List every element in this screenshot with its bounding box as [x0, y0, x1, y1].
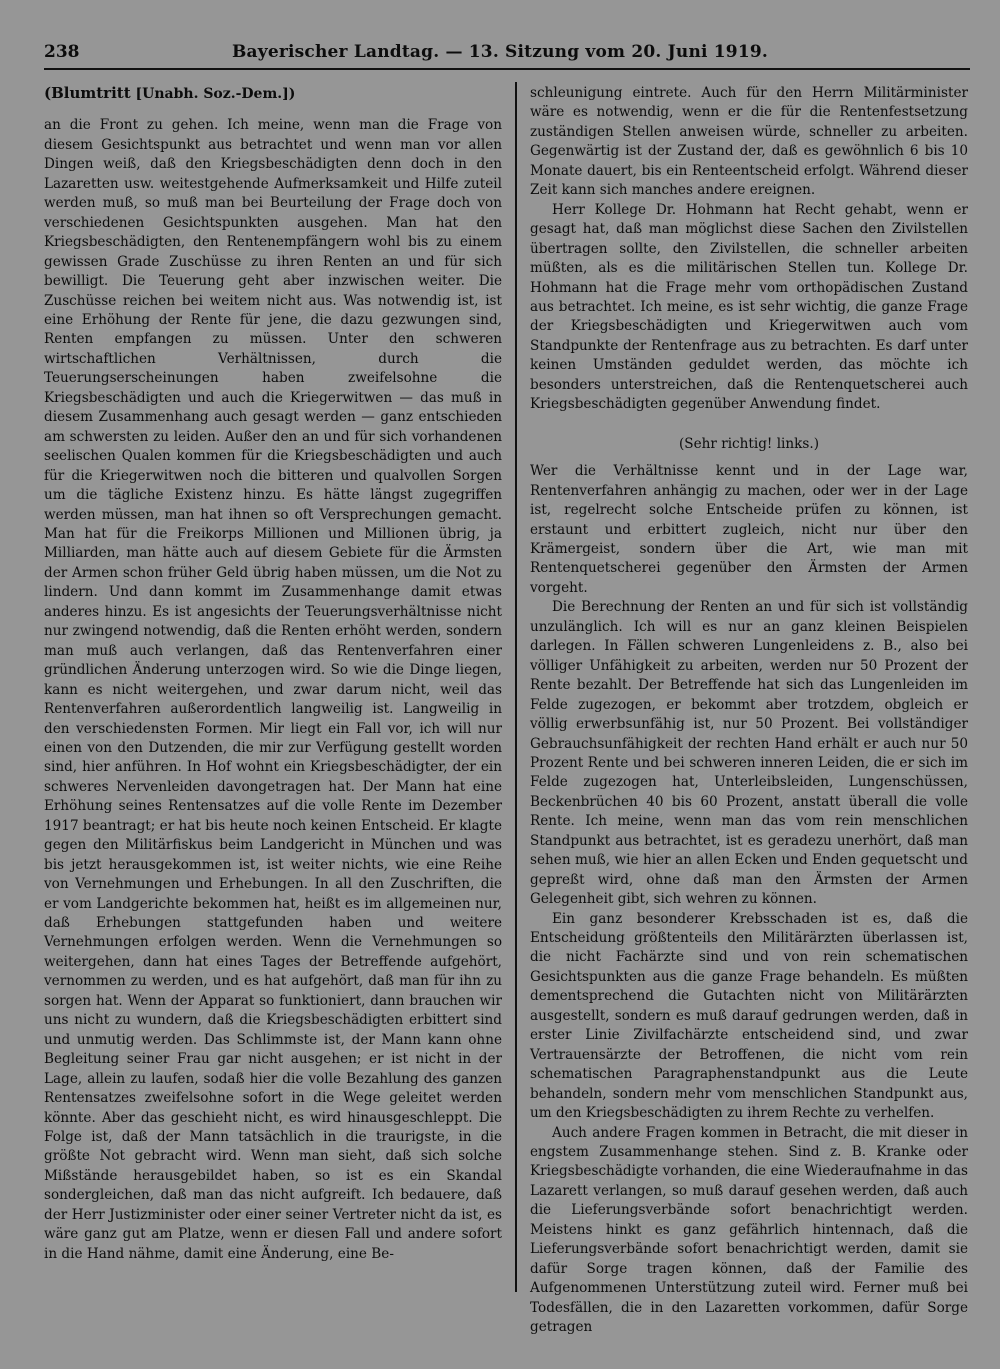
paragraph: Auch andere Fragen kommen in Betracht, die mit dieser in engstem Zusammenhange stehen. Sind z. B. Kranke oder Kriegsbeschädigte vorhanden, die eine Wiederaufnahme in das Lazarett verlangen, so muß darauf gesehen werden, daß auch die Lieferungsverbände sofort benachrichtigt werden. Meistens hinkt es ganz gefährlich hintennach, daß die Lieferungsverbände sofort benachrichtigt werden, damit sie dafür Sorge tragen können, daß der Familie des Aufgenommenen Unterstützung zuteil wird. Ferner muß bei Todesfällen, die in den Lazaretten vorkommen, dafür Sorge getragen: [530, 1124, 968, 1336]
running-head: Bayerischer Landtag. — 13. Sitzung vom 20. Juni 1919.: [231, 42, 769, 62]
column-divider: [515, 82, 517, 1292]
paragraph: schleunigung eintrete. Auch für den Herrn Militärminister wäre es notwendig, wenn er die für die Rentenfestsetzung zuständigen Stellen anweisen würde, schneller zu arbeiten. Gegenwärtig ist der Zustand der, daß es gewöhnlich 6 bis 10 Monate dauert, bis ein Renteentscheid erfolgt. Während dieser Zeit kann sich manches andere ereignen.: [530, 85, 968, 199]
paragraph: Die Berechnung der Renten an und für sich ist vollständig unzulänglich. Ich will es nur an ganz kleinen Beispielen darlegen. In Fällen schweren Lungenleidens z. B., also bei völliger Unfähigkeit zu arbeiten, werden nur 50 Prozent der Rente bezahlt. Der Betreffende hat sich das Lungenleiden im Felde zugezogen, er bekommt aber trotzdem, obgleich er völlig erwerbsunfähig ist, nur 50 Prozent. Bei vollständiger Gebrauchsunfähigkeit der rechten Hand erhält er auch nur 50 Prozent Rente und bei schweren inneren Leiden, die er sich im Felde zugezogen hat, Unterleibsleiden, Lungenschüssen, Beckenbrüchen 40 bis 60 Prozent, anstatt überall die volle Rente. Ich meine, wenn man das vom rein menschlichen Standpunkt aus betrachtet, ist es geradezu unerhört, daß man sehen muß, wie hier an allen Ecken und Enden gequetscht und gepreßt wird, ohne daß man den Ärmsten der Armen Gelegenheit gibt, sich wehren zu können.: [530, 599, 968, 908]
interjection: (Sehr richtig! links.): [678, 435, 820, 452]
speaker-party: [Unabh. Soz.-Dem.]): [130, 86, 296, 102]
left-column: [44, 84, 502, 1264]
speaker-attribution: [44, 84, 502, 104]
speaker-name: (Blumtritt: [44, 84, 131, 102]
page-number: 238: [44, 42, 80, 62]
paragraph: Wer die Verhältnisse kennt und in der Lage war, Rentenverfahren anhängig zu machen, oder wer in der Lage ist, regelrecht solche Entscheide prüfen zu können, ist erstaunt und erbittert zugleich, nicht nur über den Krämergeist, sondern über die Art, wie man mit Rentenquetscherei gegenüber den Ärmsten der Armen vorgeht.: [530, 463, 968, 596]
paragraph: Herr Kollege Dr. Hohmann hat Recht gehabt, wenn er gesagt hat, daß man möglichst diese Sachen den Zivilstellen übertragen sollte, den Zivilstellen, die schneller arbeiten müßten, als es die militärischen Stellen tun. Kollege Dr. Hohmann hat die Frage mehr vom orthopädischen Zustand aus betrachtet. Ich meine, es ist sehr wichtig, die ganze Frage der Kriegsbeschädigten und Kriegerwitwen auch vom Standpunkte der Rentenfrage aus zu betrachten. Es darf unter keinen Umständen geduldet werden, das möchte ich besonders unterstreichen, daß die Rentenquetscherei auch Kriegsbeschädigten gegenüber Anwendung findet.: [530, 201, 968, 413]
page-header: [0, 40, 1000, 68]
paragraph: Ein ganz besonderer Krebsschaden ist es, daß die Entscheidung größtenteils den Militärärzten überlassen ist, die nicht Fachärzte sind und von rein schematischen Gesichtspunkten aus die ganze Frage behandeln. Es müßten dementsprechend die Gutachten nicht von Militärärzten ausgestellt, sondern es muß darauf gedrungen werden, daß in erster Linie Zivilfachärzte entscheidend sind, und zwar Vertrauensärzte der Betroffenen, die nicht vom rein schematischen Paragraphenstandpunkt aus die Leute behandeln, sondern mehr vom menschlichen Standpunkt aus, um den Kriegsbeschädigten zu ihrem Rechte zu verhelfen.: [530, 910, 968, 1122]
right-column: [530, 84, 968, 1338]
header-rule: [44, 68, 970, 70]
paragraph: an die Front zu gehen. Ich meine, wenn man die Frage von diesem Gesichtspunkt aus betrachtet und wenn man vor allen Dingen weiß, daß den Kriegsbeschädigten denn doch in den Lazaretten usw. weitestgehende Aufmerksamkeit und Hilfe zuteil werden muß, so muß man bei Beurteilung der Frage doch von verschiedenen Gesichtspunkten ausgehen. Man hat den Kriegsbeschädigten, den Rentenempfängern wohl bis zu einem gewissen Grade Zuschüsse zu ihren Renten an und für sich bewilligt. Die Teuerung geht aber inzwischen weiter. Die Zuschüsse reichen bei weitem nicht aus. Was notwendig ist, ist eine Erhöhung der Rente für jene, die dazu gezwungen sind, Renten empfangen zu müssen. Unter den schweren wirtschaftlichen Verhältnissen, durch die Teuerungserscheinungen haben zweifelsohne die Kriegsbeschädigten und auch die Kriegerwitwen — das muß in diesem Zusammenhang auch gesagt werden — ganz entschieden am schwersten zu leiden. Außer den an und für sich vorhandenen seelischen Qualen kommen für die Kriegsbeschädigten und auch für die Kriegerwitwen noch die bitteren und qualvollen Sorgen um die tägliche Existenz hinzu. Es hätte längst zugegriffen werden müssen, man hat ihnen so oft Versprechungen gemacht. Man hat für die Freikorps Millionen und Millionen übrig, ja Milliarden, man hätte auch auf diesem Gebiete für die Ärmsten der Armen schon früher Geld übrig haben müssen, um die Not zu lindern. Und dann kommt im Zusammenhange damit etwas anderes hinzu. Es ist angesichts der Teuerungsverhältnisse nicht nur zwingend notwendig, daß die Renten erhöht werden, sondern man muß auch verlangen, daß das Rentenverfahren einer gründlichen Änderung unterzogen wird. So wie die Dinge liegen, kann es nicht weitergehen, und zwar darum nicht, weil das Rentenverfahren außerordentlich langweilig ist. Langweilig in den verschiedensten Formen. Mir liegt ein Fall vor, ich will nur einen von den Dutzenden, die mir zur Verfügung gestellt worden sind, hier anführen. In Hof wohnt ein Kriegsbeschädigter, der ein schweres Nervenleiden davongetragen hat. Der Mann hat eine Erhöhung seines Rentensatzes auf die volle Rente im Dezember 1917 beantragt; er hat bis heute noch keinen Entscheid. Er klagte gegen den Militärfiskus beim Landgericht in München und was bis jetzt herausgekommen ist, ist weiter nichts, wie eine Reihe von Vernehmungen und Erhebungen. In all den Zuschriften, die er vom Landgerichte bekommen hat, heißt es im allgemeinen nur, daß Erhebungen stattgefunden haben und weitere Vernehmungen erfolgen werden. Wenn die Vernehmungen so weitergehen, dann hat eines Tages der Betreffende aufgehört, vernommen zu werden, und es hat aufgehört, daß man für ihn zu sorgen hat. Wenn der Apparat so funktioniert, dann brauchen wir uns nicht zu wundern, daß die Kriegsbeschädigten erbittert sind und unmutig werden. Das Schlimmste ist, der Mann kann ohne Begleitung seiner Frau gar nicht ausgehen; er ist nicht in der Lage, allein zu laufen, sodaß hier die volle Bezahlung des ganzen Rentensatzes zweifelsohne sofort in die Wege geleitet werden könnte. Aber das geschieht nicht, es wird hinausgeschleppt. Die Folge ist, daß der Mann tatsächlich in die traurigste, in die größte Not gebracht wird. Wenn man sieht, daß sich solche Mißstände herausgebildet haben, so ist es ein Skandal sondergleichen, daß man das nicht aufgreift. Ich bedauere, daß der Herr Justizminister oder einer seiner Vertreter nicht da ist, es wäre ganz gut am Platze, wenn er diesen Fall und andere sofort in die Hand nähme, damit eine Änderung, eine Be-: [44, 117, 502, 1262]
